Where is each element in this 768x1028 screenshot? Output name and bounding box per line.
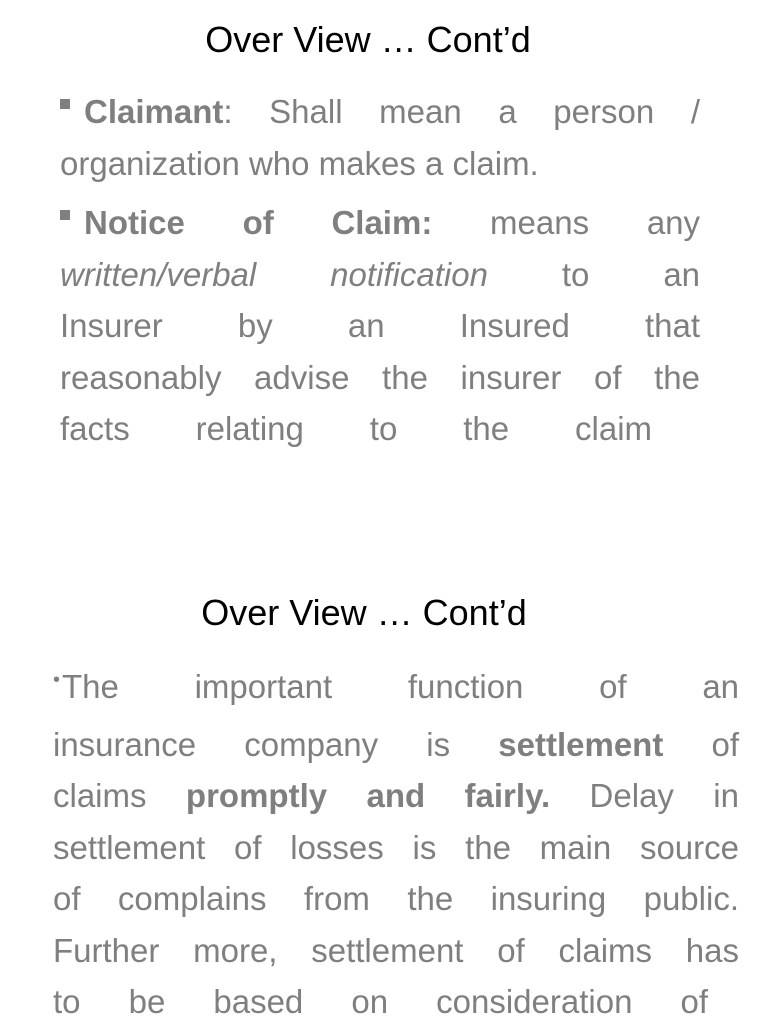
text-line: [60, 403, 652, 455]
term-claim: Claim:: [331, 204, 433, 241]
text-line: [53, 770, 739, 822]
text-line: [60, 300, 700, 352]
body-text: Further more, settlement of claims has: [53, 931, 739, 969]
text-line: [60, 352, 700, 404]
emphasis-promptly-fairly: promptly and fairly.: [185, 777, 551, 814]
definition-word: an: [663, 255, 701, 293]
claimant-definition: [60, 86, 700, 189]
italic-word: notification: [330, 255, 488, 293]
definition-text: reasonably advise the insurer of the: [60, 358, 700, 396]
text-line: [60, 249, 700, 301]
notice-of-claim-definition: [60, 197, 700, 455]
word: to: [53, 983, 81, 1020]
word: by: [237, 307, 273, 344]
word: be: [128, 983, 166, 1020]
text-line: [53, 873, 739, 925]
word: that: [645, 307, 701, 344]
term-of: of: [242, 204, 274, 241]
definition-word: to: [561, 255, 590, 293]
definition-word: means: [490, 204, 590, 241]
word: of: [599, 668, 627, 705]
body-text: Delay in: [589, 777, 739, 814]
body-text: of complains from the insuring public.: [53, 880, 739, 917]
slide-title: Over View … Cont’d: [205, 19, 531, 60]
square-bullet-icon: [60, 210, 70, 220]
text-line: [60, 86, 700, 138]
word: the: [463, 410, 510, 447]
slide-overview-definitions: [0, 0, 768, 470]
word: Insurer: [60, 307, 163, 344]
word: an: [347, 307, 385, 344]
word: to: [369, 410, 398, 447]
body-text: insurance company is: [53, 725, 451, 763]
word-group: [53, 668, 119, 705]
italic-word: written/verbal: [60, 255, 257, 293]
settlement-paragraph: [53, 661, 739, 1028]
word: consideration: [436, 983, 633, 1020]
round-bullet-icon: •: [53, 669, 61, 691]
body-text: of: [711, 725, 740, 763]
definition-text: organization who makes a claim.: [60, 144, 539, 182]
slide-title: Over View … Cont’d: [201, 592, 527, 633]
body-text: settlement of losses is the main source: [53, 828, 739, 866]
slide-overview-claims-settlement: [0, 585, 768, 1024]
emphasis-settlement: settlement: [498, 725, 664, 763]
text-line: [53, 976, 708, 1028]
body-text: claims: [53, 777, 147, 814]
text-line: [60, 138, 700, 190]
word: function: [407, 668, 524, 705]
text-line: [53, 661, 739, 719]
word: on: [351, 983, 389, 1020]
separator: :: [223, 93, 233, 130]
definition-word: any: [646, 204, 701, 241]
term-notice: Notice: [84, 204, 185, 241]
word: The: [62, 668, 119, 705]
word: based: [213, 983, 304, 1020]
word: relating: [195, 410, 304, 447]
word: facts: [60, 410, 130, 447]
word: claim: [575, 410, 653, 447]
word: an: [702, 668, 740, 705]
square-bullet-icon: [60, 99, 70, 109]
text-line: [60, 197, 700, 249]
text-line: [53, 822, 739, 874]
term-claimant: Claimant: [84, 93, 224, 130]
word: important: [194, 668, 333, 705]
text-line: [53, 719, 739, 771]
word: Insured: [459, 307, 570, 344]
definition-text: Shall mean a person /: [269, 93, 700, 130]
text-line: [53, 925, 739, 977]
word: of: [680, 983, 709, 1020]
